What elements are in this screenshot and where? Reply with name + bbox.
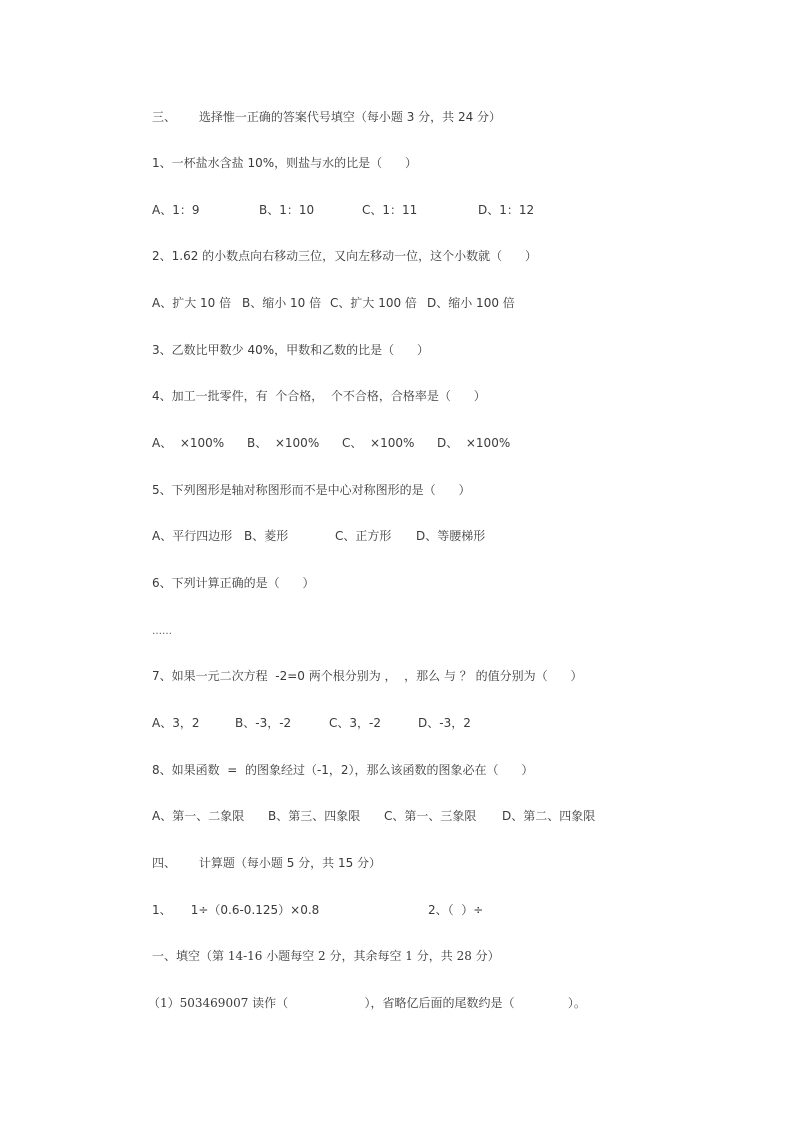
section-4-heading: 四、 计算题（每小题 5 分，共 15 分） <box>152 856 382 870</box>
option-d: D、第二、四象限 <box>502 809 596 823</box>
option-d: D、等腰梯形 <box>416 529 486 543</box>
option-b: B、缩小 10 倍 <box>242 296 322 310</box>
option-c: C、3，-2 <box>329 716 381 730</box>
option-a: A、扩大 10 倍 <box>152 296 232 310</box>
question-7: 7、如果一元二次方程 -2=0 两个根分别为 ， ，那么 与 ？ 的值分别为（ ） <box>152 669 583 683</box>
question-6: 6、下列计算正确的是（ ） <box>152 576 315 590</box>
option-d: D、-3，2 <box>418 716 471 730</box>
option-a: A、 ×100% <box>152 436 225 450</box>
calc-problem-1: 1、 1÷（0.6-0.125）×0.8 <box>152 903 320 917</box>
question-3: 3、乙数比甲数少 40%，甲数和乙数的比是（ ） <box>152 343 430 357</box>
section-3-heading: 三、 选择惟一正确的答案代号填空（每小题 3 分，共 24 分） <box>152 110 502 124</box>
calc-problem-2: 2、（ ）÷ <box>428 903 484 917</box>
question-5: 5、下列图形是轴对称图形而不是中心对称图形的是（ ） <box>152 483 471 497</box>
question-1: 1、一杯盐水含盐 10%，则盐与水的比是（ ） <box>152 156 418 170</box>
option-b: B、 ×100% <box>247 436 320 450</box>
question-2: 2、1.62 的小数点向右移动三位，又向左移动一位，这个小数就（ ） <box>152 249 538 263</box>
question-8: 8、如果函数 = 的图象经过（-1，2），那么该函数的图象必在（ ） <box>152 763 534 777</box>
option-b: B、1：10 <box>259 203 315 217</box>
option-c: C、 ×100% <box>342 436 415 450</box>
option-c: C、扩大 100 倍 <box>330 296 417 310</box>
option-a: A、第一、二象限 <box>152 809 245 823</box>
fill-item-1: （1）503469007 读作（ ），省略亿后面的尾数约是（ ）。 <box>148 996 586 1010</box>
question-4: 4、加工一批零件，有 个合格， 个不合格，合格率是（ ） <box>152 389 486 403</box>
option-d: D、 ×100% <box>437 436 511 450</box>
option-c: C、1：11 <box>362 203 418 217</box>
section-1-heading: 一、填空（第 14-16 小题每空 2 分，其余每空 1 分，共 28 分） <box>152 949 500 963</box>
option-c: C、正方形 <box>335 529 392 543</box>
option-a: A、平行四边形 <box>152 529 233 543</box>
option-b: B、第三、四象限 <box>268 809 361 823</box>
option-d: D、缩小 100 倍 <box>427 296 515 310</box>
option-c: C、第一、三象限 <box>384 809 477 823</box>
question-6-ellipsis: …… <box>152 626 172 637</box>
option-b: B、-3，-2 <box>235 716 292 730</box>
option-b: B、菱形 <box>244 529 289 543</box>
option-a: A、3，2 <box>152 716 200 730</box>
option-d: D、1：12 <box>478 203 535 217</box>
option-a: A、1：9 <box>152 203 200 217</box>
